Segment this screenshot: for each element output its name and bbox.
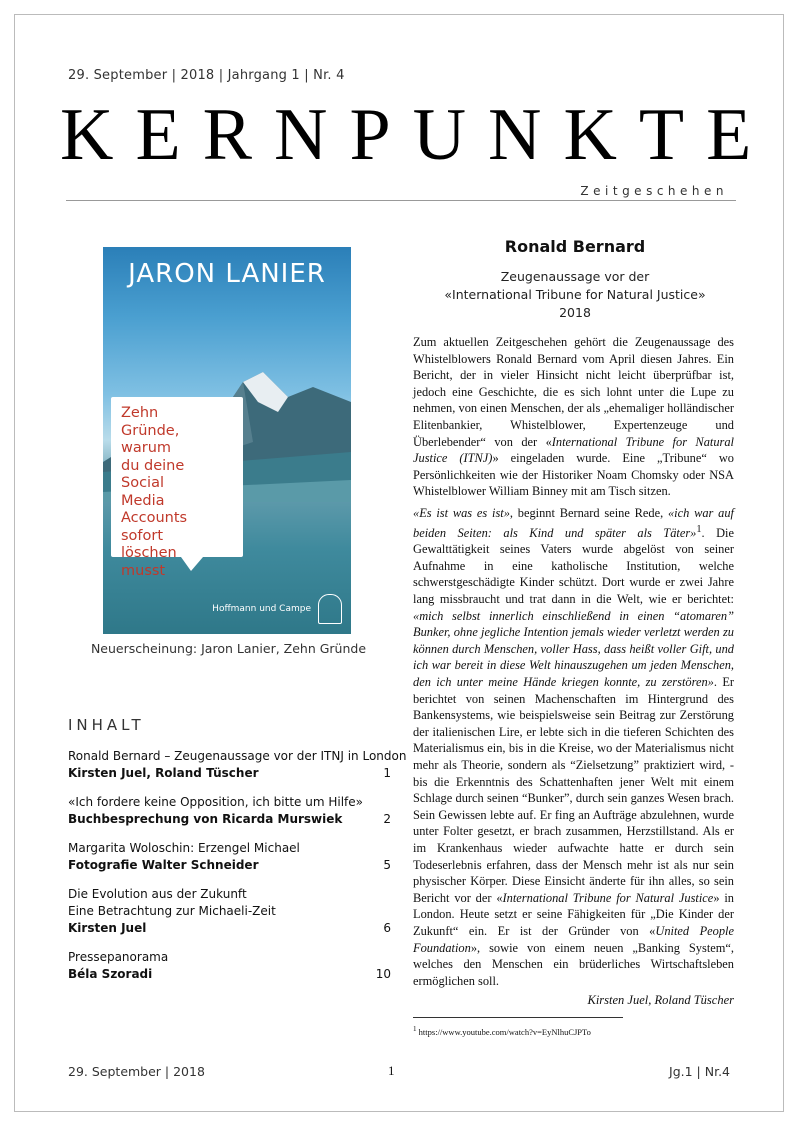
quote-italic: «Es ist was es ist»: [413, 505, 510, 520]
footer-page-number: 1: [388, 1063, 395, 1078]
toc-entry-author: Kirsten Juel, Roland Tüscher: [68, 766, 259, 780]
article-title: Ronald Bernard: [504, 237, 646, 256]
dateline: 29. September | 2018 | Jahrgang 1 | Nr. 4: [68, 68, 345, 83]
toc-entry[interactable]: [68, 886, 393, 937]
toc-entry-author-line: [68, 857, 393, 874]
article-subtitle-line: «International Tribune for Natural Justice»: [444, 287, 706, 302]
cover-publisher: Hoffmann und Campe: [212, 604, 311, 614]
quote-italic: «mich selbst innerlich einschließend in einen “atomaren” Bunker, ohne jegliche Intention jemals wieder verletzt werden zu können durch Menschen, voller Hass, dass heißt voller Gift, und ich war bereit in diese Welt hinauszugehen um jeden Menschen, den ich unter meine Hände kriegen konnte, zu zerstören»: [413, 608, 734, 689]
text-run: . Die Gewalttätigkeit seines Vaters wurde abgelöst von seiner Aufnahme in eine katholische Institution, welche schwerstgeschädigte Kinder schützt. Dort wurde er zwei Jahre lang missbraucht und trat dann in die Welt, wie er berichtet:: [413, 525, 734, 607]
article-subtitle-line: Zeugenaussage vor der: [500, 269, 650, 284]
footnote-number: 1: [413, 1025, 417, 1033]
toc-entry-title: «Ich fordere keine Opposition, ich bitte um Hilfe»: [68, 795, 363, 809]
toc-entry-title: Ronald Bernard – Zeugenaussage vor der ITNJ in London: [68, 749, 407, 763]
masthead-title: KERNPUNKTE: [60, 94, 774, 176]
text-run-italic: International Tribune for Natural Justice: [502, 890, 714, 905]
table-of-contents: [68, 748, 407, 995]
toc-entry[interactable]: [68, 748, 407, 782]
text-run: . Er berichtet von seinen Machenschaften im Hintergrund des Bankensystems, wie beispielsweise sein Beitrag zur Zerstörung der italienischen Lire, er lebte sich in die tieferen Schichten des Materialismus ein, bis in die Kreise, wo der Materialismus nicht mehr als Theorie, sondern als “Zielsetzung” praktiziert wird, - bis die Erkenntnis des Schattenhaften jener Welt mit einem Schlage durch seinen “Bunker”, durch sein ganzes Wesen brach. Sein Gewissen lebte auf. Er fing an Aufträge abzulehnen, wurde unter Folter gesetzt, er brach zusammen, Herzstillstand. Als er im Krankenhaus wieder aufwachte hatte er durch sein Todeserlebnis erfahren, dass der Mensch mehr ist als nur sein physischer Körper. Diese Einsicht änderte für ihn alles, so sein Bericht vor der «: [413, 675, 735, 905]
toc-entry-subtitle: Eine Betrachtung zur Michaeli-Zeit: [68, 904, 276, 918]
text-run-italic: International Tribune for Natural Justice (ITNJ): [413, 434, 734, 466]
toc-entry[interactable]: [68, 794, 393, 828]
footnote-link[interactable]: https://www.youtube.com/watch?v=EyNlhuCJPTo: [416, 1026, 591, 1037]
publisher-logo-icon: [318, 594, 342, 624]
toc-entry-title: Pressepanorama: [68, 950, 169, 964]
article-paragraph: [413, 334, 734, 500]
toc-entry-author: Buchbesprechung von Ricarda Murswiek: [68, 812, 343, 826]
header-rule: [66, 200, 736, 201]
toc-entry-author: Béla Szoradi: [68, 967, 153, 981]
book-cover-image: [103, 247, 351, 634]
text-run: , beginnt Bernard seine Rede,: [509, 505, 668, 520]
toc-entry-author: Kirsten Juel: [68, 921, 147, 935]
cover-speech-bubble: [111, 397, 243, 579]
footer-date: 29. September | 2018: [68, 1064, 205, 1079]
toc-entry-author-line: [68, 811, 393, 828]
toc-entry-page: 5: [383, 858, 391, 872]
toc-entry-title: Margarita Woloschin: Erzengel Michael: [68, 841, 300, 855]
toc-entry-page: 10: [375, 967, 391, 981]
toc-entry-author-line: [68, 920, 393, 937]
cover-author: JARON LANIER: [128, 259, 326, 289]
article-body: [413, 334, 734, 994]
article-signature: Kirsten Juel, Roland Tüscher: [587, 993, 734, 1007]
text-run: » in London. Heute setzt er seine Fähigkeiten für „Die Kinder der Zukunft“ ein. Er ist der Gründer von «: [413, 890, 734, 938]
footnote-reference[interactable]: 1: [696, 523, 702, 535]
article-subtitle-year: 2018: [559, 305, 591, 320]
toc-entry-author: Fotografie Walter Schneider: [68, 858, 259, 872]
toc-heading: INHALT: [68, 716, 145, 734]
footnote-rule: [413, 1017, 623, 1018]
toc-entry[interactable]: [68, 949, 393, 983]
article-subtitle: [415, 268, 735, 322]
section-label: Zeitgeschehen: [580, 184, 728, 198]
text-run: » eingeladen wurde. Eine „Tribune“ wo Persönlichkeiten wie der Historiker Noam Chomsky oder NSA Whistelblower William Binney mit am Tisch sitzen.: [413, 451, 734, 499]
quote-italic: «ich war auf beiden Seiten: als Kind und später als Täter»: [413, 505, 734, 540]
toc-entry-author-line: [68, 765, 393, 782]
toc-entry-page: 2: [383, 812, 391, 826]
footer-issue: Jg.1 | Nr.4: [669, 1064, 730, 1079]
text-run-italic: United People Foundation: [413, 923, 734, 955]
article-paragraph: [413, 505, 734, 989]
toc-entry[interactable]: [68, 840, 393, 874]
toc-entry-author-line: [68, 966, 393, 983]
toc-entry-page: 1: [383, 766, 391, 780]
text-run: Zum aktuellen Zeitgeschehen gehört die Zeugenaussage des Whistelblowers Ronald Bernard vom April diesen Jahres. Ein Bericht, der in vieler Hinsicht nicht leicht überprüfbar ist, jedoch eine Geschichte, die es sich lohnt unter die Lupe zu nehmen, von einen Menschen, der als „ehemaliger holländischer Elitenbankier, Whistelblower, Expertenzeuge und Überlebender“ von der «: [413, 335, 734, 449]
toc-entry-page: 6: [383, 921, 391, 935]
footnote: [413, 1025, 591, 1037]
text-run: », sowie von einem neuen „Banking System“, welches den Menschen ein brüderliches Wirtschaftsleben ermöglichen soll.: [413, 940, 734, 988]
cover-caption: Neuerscheinung: Jaron Lanier, Zehn Gründe: [90, 641, 367, 656]
toc-entry-title: Die Evolution aus der Zukunft: [68, 887, 247, 901]
cover-subtitle: Zehn Gründe, warum du deine Social Media Accounts sofort löschen musst: [121, 405, 188, 579]
